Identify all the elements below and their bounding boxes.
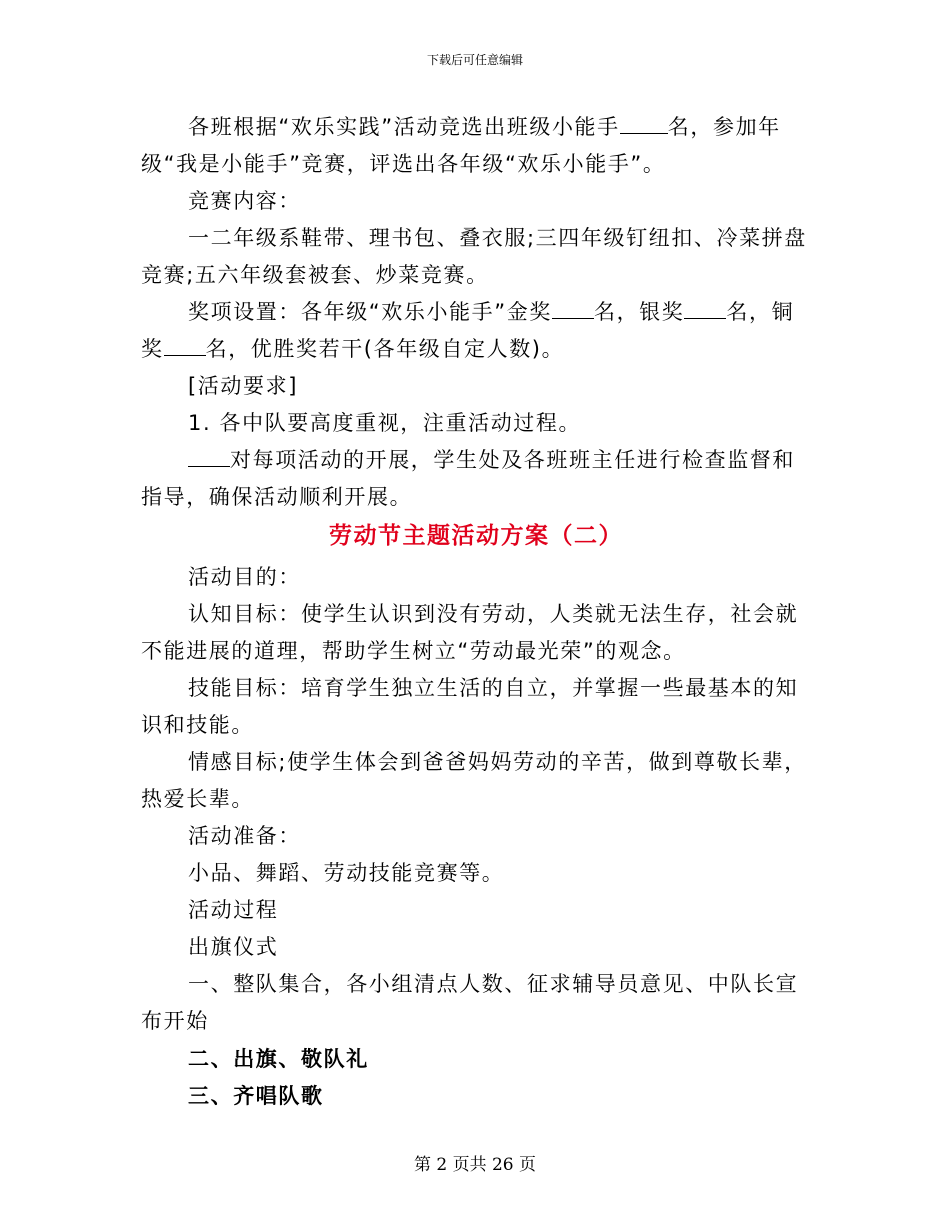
paragraph-cognitive-goal: 认知目标：使学生认识到没有劳动，人类就无法生存，社会就不能进展的道理，帮助学生树立“劳动最光荣”的观念。 — [141, 602, 799, 663]
page-footer: 第 2 页共 26 页 — [413, 1155, 537, 1175]
paragraph-step-1: 一、整队集合，各小组清点人数、征求辅导员意见、中队长宣布开始 — [141, 972, 799, 1033]
paragraph-goal-heading: 活动目的： — [188, 565, 301, 589]
blank-underline — [684, 318, 726, 319]
paragraph-requirement-1: 1. 各中队要高度重视，注重活动过程。 — [188, 411, 582, 435]
paragraph-process-heading: 活动过程 — [188, 898, 279, 922]
paragraph-supervision: 对每项活动的开展，学生处及各班班主任进行检查监督和指导，确保活动顺利开展。 — [141, 448, 795, 509]
paragraph-emotional-goal: 情感目标;使学生体会到爸爸妈妈劳动的辛苦，做到尊敬长辈，热爱长辈。 — [141, 750, 807, 811]
paragraph-awards: 奖项设置：各年级“欢乐小能手”金奖 名，银奖 名，铜奖 名，优胜奖若干(各年级自定人数)。 — [141, 300, 795, 361]
section-title: 劳动节主题活动方案（二） — [329, 523, 623, 549]
paragraph-step-3: 三、齐唱队歌 — [188, 1084, 324, 1108]
blank-underline — [164, 355, 206, 356]
paragraph-contest-heading: 竞赛内容： — [188, 189, 301, 213]
paragraph-preparation-heading: 活动准备： — [188, 824, 301, 848]
paragraph-skill-goal: 技能目标：培育学生独立生活的自立，并掌握一些最基本的知识和技能。 — [141, 676, 799, 737]
paragraph-requirements-heading: [活动要求] — [188, 374, 298, 398]
blank-underline — [620, 133, 668, 134]
paragraph-selection: 各班根据“欢乐实践”活动竞选出班级小能手 名，参加年级“我是小能手”竞赛，评选出各年级“欢乐小能手”。 — [141, 115, 781, 176]
blank-underline — [188, 466, 230, 467]
paragraph-contest-content: 一二年级系鞋带、理书包、叠衣服;三四年级钉纽扣、冷菜拼盘竞赛;五六年级套被套、炒菜竞赛。 — [141, 226, 807, 287]
page-header: 下载后可任意编辑 — [426, 53, 523, 67]
blank-underline — [552, 318, 594, 319]
paragraph-preparation: 小品、舞蹈、劳动技能竞赛等。 — [188, 861, 505, 885]
paragraph-step-2: 二、出旗、敬队礼 — [188, 1047, 369, 1071]
paragraph-flag-ceremony: 出旗仪式 — [188, 935, 279, 959]
